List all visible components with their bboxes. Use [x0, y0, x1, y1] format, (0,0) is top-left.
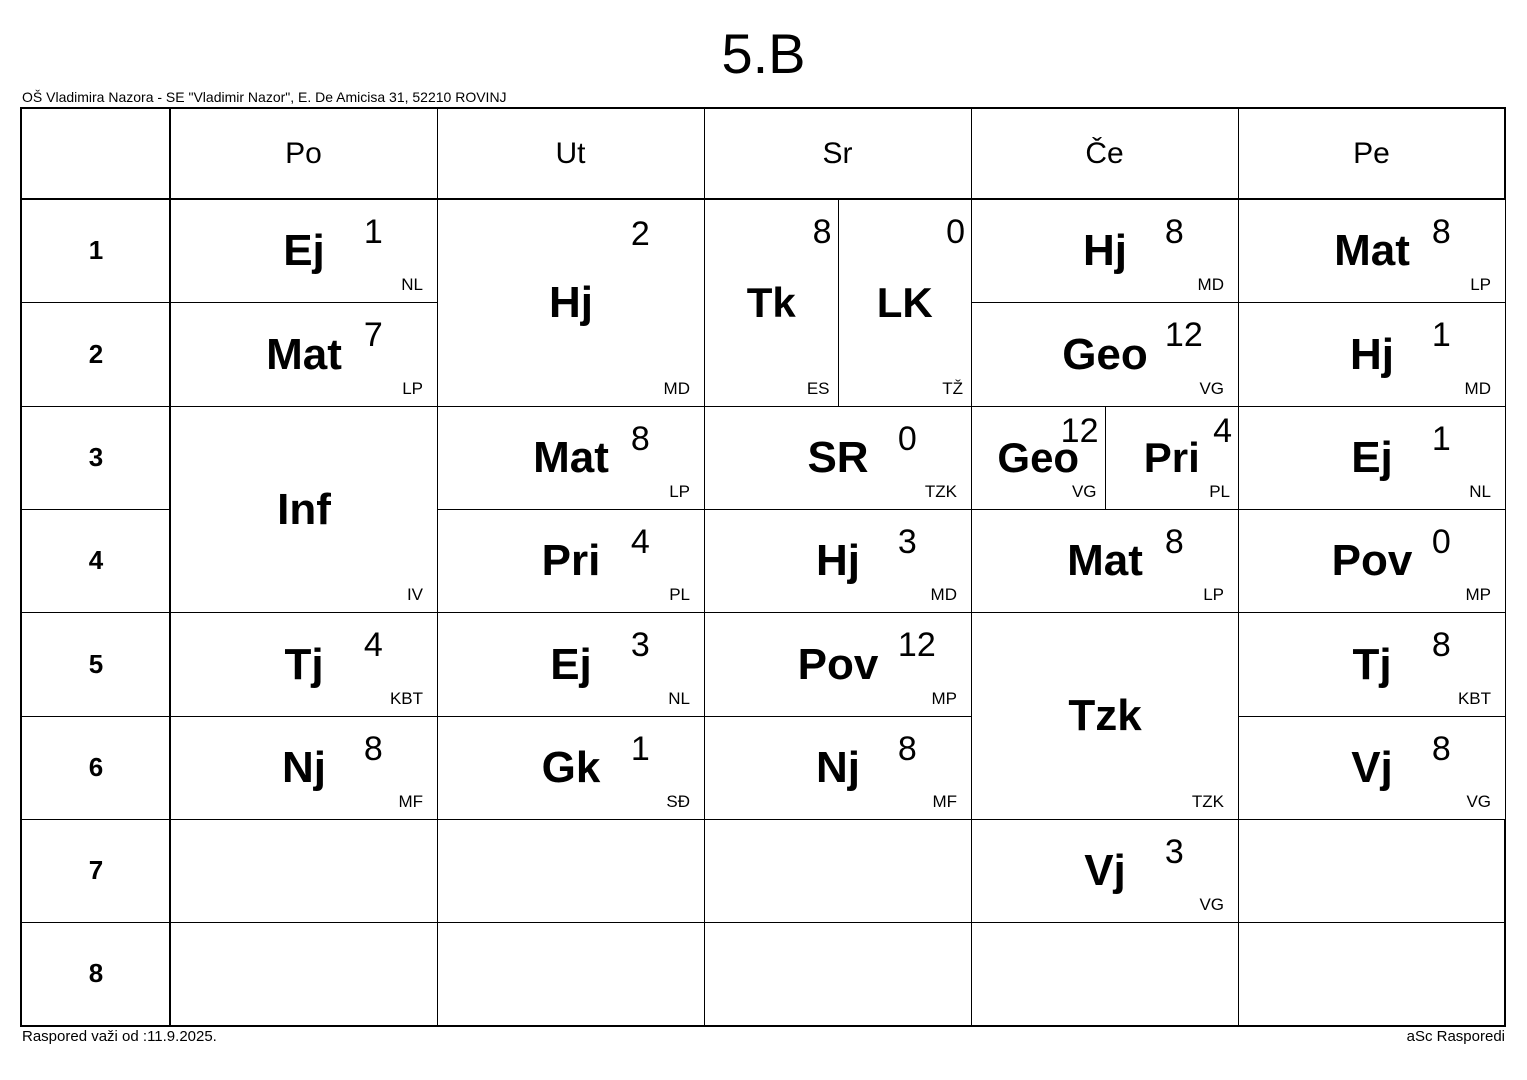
- lesson-teacher: IV: [406, 585, 423, 604]
- lesson-subject: Ej: [550, 639, 592, 689]
- validity-footer: Raspored važi od :11.9.2025.: [22, 1028, 217, 1045]
- lesson-cell: [971, 509, 1239, 613]
- lesson-subject: Tk: [746, 279, 796, 326]
- lesson-teacher: MD: [930, 585, 957, 604]
- lesson-subject: Mat: [533, 433, 609, 482]
- lesson-teacher: NL: [1469, 482, 1491, 501]
- lesson-cell: [437, 509, 705, 613]
- lesson-cell: [170, 302, 438, 407]
- lesson-cell: [704, 509, 972, 613]
- lesson-teacher: MD: [663, 379, 690, 398]
- timetable-title: 5.B: [721, 22, 806, 85]
- empty-slot: [170, 922, 438, 1026]
- lesson-cell: [838, 199, 973, 407]
- lesson-subject: Pov: [1331, 536, 1413, 585]
- lesson-room: 1: [1431, 420, 1451, 458]
- empty-slot: [704, 922, 972, 1026]
- software-credit: aSc Rasporedi: [1406, 1028, 1505, 1045]
- lesson-subject: Ej: [283, 226, 325, 275]
- lesson-room: 1: [630, 730, 650, 768]
- lesson-teacher: TZK: [924, 482, 957, 501]
- lesson-subject: Nj: [282, 743, 326, 792]
- empty-slot: [704, 819, 972, 923]
- lesson-teacher: MP: [1465, 585, 1491, 604]
- lesson-room: 12: [1060, 412, 1099, 450]
- lesson-cell: [437, 716, 705, 820]
- lesson-room: 1: [1431, 316, 1451, 354]
- lesson-subject: Geo: [1062, 329, 1148, 379]
- lesson-room: 8: [1164, 213, 1184, 251]
- lesson-subject: Ej: [1351, 433, 1393, 482]
- lesson-subject: Mat: [1067, 536, 1143, 585]
- lesson-cell: [437, 199, 705, 407]
- day-header-2: Sr: [822, 137, 853, 170]
- lesson-teacher: VG: [1466, 792, 1491, 811]
- day-header-1: Ut: [555, 137, 586, 170]
- lesson-subject: Pov: [797, 639, 879, 689]
- lesson-teacher: TZK: [1191, 792, 1224, 811]
- lesson-room: 8: [363, 730, 383, 768]
- empty-slot: [1238, 922, 1506, 1026]
- day-header-4: Pe: [1353, 137, 1390, 170]
- lesson-cell: [1238, 612, 1506, 717]
- lesson-teacher: SĐ: [666, 792, 690, 811]
- lesson-subject: Mat: [1334, 226, 1410, 275]
- period-number-8: 8: [88, 958, 104, 988]
- lesson-cell: [1238, 716, 1506, 820]
- period-number-6: 6: [88, 752, 104, 782]
- lesson-subject: Vj: [1084, 846, 1126, 895]
- lesson-room: 0: [1431, 523, 1451, 561]
- lesson-cell: [170, 406, 438, 613]
- lesson-teacher: MP: [931, 689, 957, 708]
- lesson-teacher: MD: [1197, 275, 1224, 294]
- lesson-cell: [437, 406, 705, 510]
- day-header-0: Po: [285, 137, 322, 170]
- lesson-cell: [1105, 406, 1240, 510]
- lesson-cell: [704, 199, 839, 407]
- school-header: OŠ Vladimira Nazora - SE "Vladimir Nazor", E. De Amicisa 31, 52210 ROVINJ: [22, 89, 507, 105]
- lesson-room: 12: [897, 626, 936, 664]
- lesson-room: 8: [1164, 523, 1184, 561]
- lesson-teacher: VG: [1199, 379, 1224, 398]
- lesson-subject: Hj: [1350, 329, 1394, 379]
- lesson-teacher: MF: [932, 792, 957, 811]
- lesson-cell: [437, 612, 705, 717]
- lesson-cell: [170, 716, 438, 820]
- lesson-cell: [971, 302, 1239, 407]
- lesson-cell: [1238, 406, 1506, 510]
- lesson-teacher: NL: [668, 689, 690, 708]
- lesson-teacher: TŽ: [942, 379, 963, 398]
- lesson-cell: [971, 406, 1106, 510]
- lesson-teacher: PL: [669, 585, 690, 604]
- lesson-room: 3: [630, 626, 650, 664]
- lesson-cell: [704, 612, 972, 717]
- lesson-cell: [971, 612, 1239, 820]
- lesson-cell: [971, 199, 1239, 303]
- lesson-subject: Tj: [1352, 639, 1392, 689]
- lesson-teacher: LP: [1203, 585, 1224, 604]
- lesson-room: 8: [812, 213, 832, 251]
- lesson-room: 8: [630, 420, 650, 458]
- lesson-teacher: NL: [401, 275, 423, 294]
- lesson-room: 8: [897, 730, 917, 768]
- day-header-3: Če: [1085, 137, 1124, 170]
- lesson-room: 4: [1213, 412, 1232, 450]
- period-number-1: 1: [88, 235, 104, 265]
- period-number-5: 5: [88, 648, 104, 679]
- lesson-teacher: VG: [1199, 895, 1224, 914]
- lesson-subject: SR: [807, 433, 869, 482]
- lesson-room: 3: [1164, 833, 1184, 871]
- lesson-cell: [1238, 509, 1506, 613]
- lesson-cell: [1238, 199, 1506, 303]
- lesson-subject: Hj: [549, 278, 593, 327]
- lesson-subject: LK: [876, 279, 933, 326]
- period-number-3: 3: [88, 442, 104, 472]
- lesson-room: 7: [363, 316, 383, 354]
- lesson-room: 4: [363, 626, 383, 664]
- lesson-cell: [704, 406, 972, 510]
- lesson-teacher: VG: [1071, 482, 1097, 501]
- period-number-2: 2: [88, 338, 104, 369]
- lesson-subject: Pri: [1143, 434, 1200, 481]
- empty-slot: [971, 922, 1239, 1026]
- lesson-room: 2: [630, 215, 650, 253]
- empty-slot: [437, 922, 705, 1026]
- lesson-room: 8: [1431, 213, 1451, 251]
- lesson-teacher: MD: [1464, 379, 1491, 398]
- lesson-room: 4: [630, 523, 650, 561]
- lesson-room: 1: [363, 213, 383, 251]
- empty-slot: [170, 819, 438, 923]
- lesson-room: 12: [1164, 316, 1203, 354]
- lesson-teacher: LP: [669, 482, 690, 501]
- lesson-room: 8: [1431, 626, 1451, 664]
- lesson-subject: Vj: [1351, 743, 1393, 792]
- lesson-subject: Tj: [284, 639, 324, 689]
- lesson-cell: [1238, 302, 1506, 407]
- period-number-4: 4: [88, 545, 104, 575]
- lesson-subject: Mat: [266, 329, 342, 379]
- lesson-room: 0: [946, 213, 965, 251]
- lesson-subject: Hj: [1083, 226, 1127, 275]
- lesson-teacher: KBT: [1457, 689, 1491, 708]
- lesson-subject: Geo: [997, 434, 1080, 481]
- lesson-cell: [170, 612, 438, 717]
- lesson-teacher: LP: [402, 379, 423, 398]
- lesson-room: 3: [897, 523, 917, 561]
- period-number-7: 7: [88, 855, 104, 885]
- empty-slot: [1238, 819, 1506, 923]
- lesson-subject: Pri: [541, 536, 601, 585]
- lesson-subject: Inf: [277, 484, 331, 534]
- lesson-teacher: ES: [806, 379, 830, 398]
- lesson-teacher: PL: [1209, 482, 1230, 501]
- lesson-room: 8: [1431, 730, 1451, 768]
- lesson-subject: Gk: [541, 743, 601, 792]
- lesson-subject: Hj: [816, 536, 860, 585]
- lesson-teacher: KBT: [389, 689, 423, 708]
- lesson-subject: Nj: [816, 743, 860, 792]
- lesson-subject: Tzk: [1068, 691, 1142, 740]
- lesson-teacher: LP: [1470, 275, 1491, 294]
- empty-slot: [437, 819, 705, 923]
- lesson-cell: [170, 199, 438, 303]
- lesson-teacher: MF: [398, 792, 423, 811]
- lesson-cell: [971, 819, 1239, 923]
- lesson-cell: [704, 716, 972, 820]
- lesson-room: 0: [897, 420, 917, 458]
